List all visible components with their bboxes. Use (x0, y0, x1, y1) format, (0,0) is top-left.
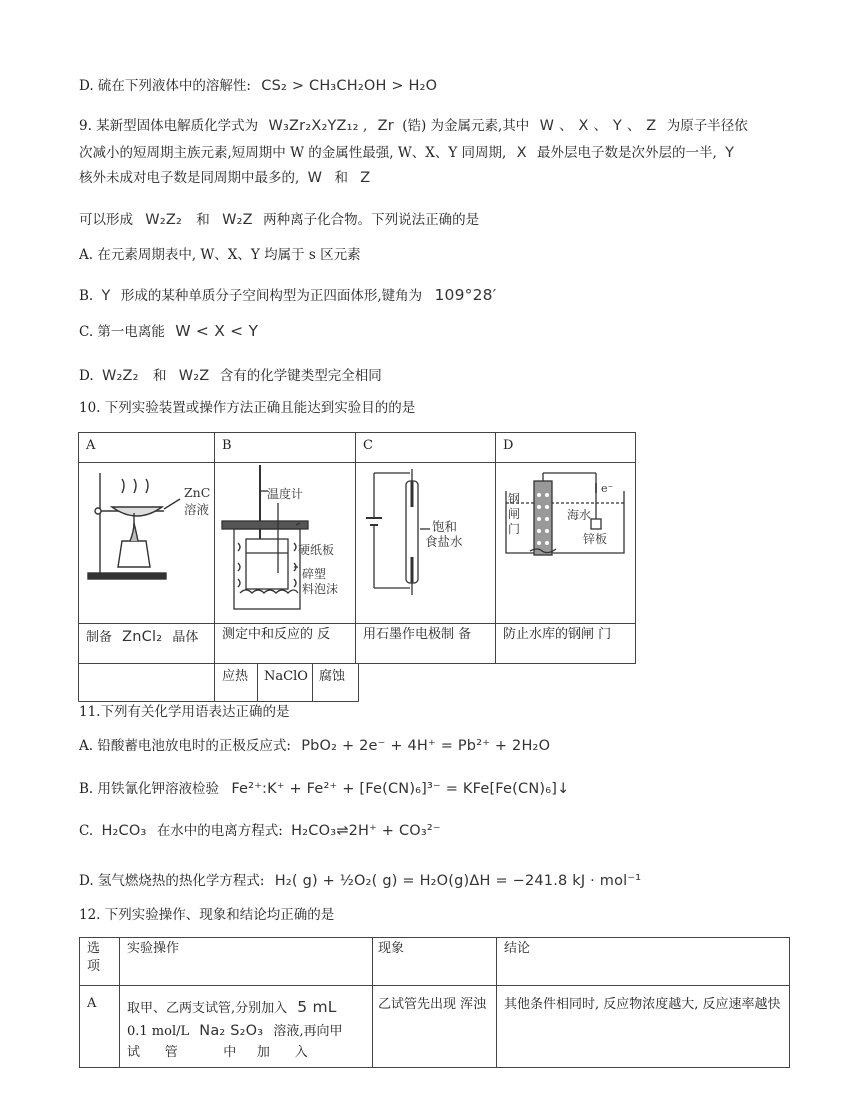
q11-a-formula: PbO₂ + 2e⁻ + 4H⁺ = Pb²⁺ + 2H₂O (301, 738, 551, 754)
q10-caption-a (86, 628, 198, 647)
q9-d-text: 含有的化学键类型完全相同 (219, 368, 382, 384)
q10-overflow-1: 应热 (222, 669, 249, 684)
q12-row-a-phenomenon: 乙试管先出现 浑浊 (378, 997, 487, 1012)
q11-c-pre: C. (79, 823, 94, 839)
q9-option-b (79, 285, 496, 306)
q11-option-d (79, 871, 641, 891)
q9-c-pre: C. 第一电离能 (79, 324, 165, 340)
q9-comma: , (363, 118, 368, 134)
q11-b-text: B. 用铁氰化钾溶液检验 (79, 781, 220, 797)
q11-option-a (79, 736, 550, 756)
q12-header-opt1: 选 (87, 941, 101, 956)
a-label-sol: ZnC (184, 485, 211, 500)
q8-option-d (79, 76, 437, 96)
cap-a-text1: 制备 (86, 630, 113, 645)
q12-row-a-op-line2 (127, 1022, 343, 1041)
q9-x: X (516, 145, 527, 161)
q9-stem-line4 (79, 210, 479, 230)
q9-zr: Zr (377, 118, 394, 134)
q10-header-d: D (503, 438, 514, 453)
b-label-foam1: 碎塑 (302, 567, 327, 581)
q12-stem: 12. 下列实验操作、现象和结论均正确的是 (79, 907, 335, 923)
q9-y: Y (725, 145, 735, 161)
q12-header-op: 实验操作 (127, 941, 180, 956)
b-label-foam2: 料泡沫 (302, 582, 339, 596)
c-label-2: 食盐水 (425, 534, 463, 549)
b-label-thermometer: 温度计 (267, 487, 304, 501)
q12-header-ph: 现象 (378, 941, 405, 956)
cap-a-text2: 晶体 (172, 630, 199, 645)
q12-row-a-opt: A (87, 996, 97, 1011)
q10-header-c: C (363, 438, 373, 453)
q9-z: Z (360, 170, 371, 186)
q9-wxyz: W 、 X 、 Y 、 Z (539, 118, 657, 134)
q9-formula: W₃Zr₂X₂YZ₁₂ (268, 118, 359, 134)
q9-stem-text: 9. 某新型固体电解质化学式为 (79, 118, 259, 134)
q11-c-text: 在水中的电离方程式: (156, 823, 283, 839)
q11-c-f1: H₂CO₃ (101, 823, 147, 839)
q12-row-a-op-line1 (127, 998, 337, 1018)
q9-stem-line2 (79, 143, 734, 163)
q11-d-text: D. 氢气燃烧热的热化学方程式: (79, 873, 265, 889)
q9-and: 和 (334, 170, 348, 186)
q12-a-vol: 5 mL (297, 998, 337, 1016)
q10-overflow-3: 腐蚀 (319, 669, 346, 684)
cap-a-formula: ZnCl₂ (122, 629, 163, 645)
q9-option-a: A. 在元素周期表中, W、X、Y 均属于 s 区元素 (79, 247, 361, 263)
q9-c-formula: W < X < Y (175, 322, 259, 340)
q12-header-con: 结论 (504, 941, 531, 956)
q9-b-y: Y (101, 288, 111, 304)
q9-d-and: 和 (152, 368, 167, 384)
q12-row-a-op-line3: 试 管 中 加 入 (127, 1045, 308, 1060)
a-label-sol2: 溶液 (184, 502, 210, 517)
c-label-1: 饱和 (432, 519, 458, 534)
q9-stem-text5: 最外层电子数是次外层的一半, (537, 145, 717, 161)
d-label-gate3: 门 (508, 522, 521, 536)
q9-stem-text4: 次减小的短周期主族元素,短周期中 W 的金属性最强, W、X、Y 同周期, (79, 145, 507, 161)
d-label-electron: e⁻ (601, 482, 614, 495)
q11-a-text: A. 铅酸蓄电池放电时的正极反应式: (79, 738, 291, 754)
q9-stem-line1 (79, 116, 748, 136)
q9-d-pre: D. (79, 368, 94, 384)
q9-d-f2: W₂Z (178, 368, 210, 384)
q8-d-label: D. 硫在下列液体中的溶解性: (79, 78, 251, 94)
q9-w: W (307, 170, 323, 186)
q9-stem-text7: 可以形成 (79, 212, 133, 228)
q9-option-d (79, 366, 382, 386)
q11-d-formula: H₂( g) + ½O₂( g) = H₂O(g)ΔH = −241.8 kJ · mol⁻¹ (274, 873, 642, 889)
q12-header-opt2: 项 (87, 959, 101, 974)
q10-header-a: A (86, 438, 96, 453)
q9-d-f1: W₂Z₂ (101, 368, 139, 384)
q11-stem: 11.下列有关化学用语表达正确的是 (79, 704, 290, 720)
q12-a-formula: Na₂ S₂O₃ (199, 1023, 264, 1039)
b-label-board: 硬纸板 (298, 543, 335, 557)
q9-and2: 和 (196, 212, 210, 228)
q10-stem: 10. 下列实验装置或操作方法正确且能达到实验目的的是 (79, 400, 416, 416)
q9-b-angle: 109°28′ (434, 286, 497, 304)
q9-b-pre: B. (79, 288, 94, 304)
d-label-gate2: 闸 (508, 507, 521, 521)
q11-c-formula: H₂CO₃⇌2H⁺ + CO₃²⁻ (291, 823, 441, 839)
q12-row-a-conclusion: 其他条件相同时, 反应物浓度越大, 反应速率越快 (504, 997, 781, 1012)
q10-caption-d: 防止水库的钢闸 门 (503, 627, 612, 642)
q10-caption-c: 用石墨作电极制 备 (363, 627, 472, 642)
q8-d-formula: CS₂ > CH₃CH₂OH > H₂O (261, 78, 438, 94)
q11-b-formula: Fe²⁺:K⁺ + Fe²⁺ + [Fe(CN)₆]³⁻ = KFe[Fe(CN)₆]↓ (231, 781, 570, 797)
q12-a-op2a: 0.1 mol/L (127, 1024, 190, 1039)
d-label-gate1: 钢 (508, 492, 521, 506)
q9-stem-text3: 为原子半径依 (666, 118, 748, 134)
q9-stem-text6: 核外未成对电子数是同周期中最多的, (79, 170, 300, 186)
q9-stem-text2: (锆) 为金属元素,其中 (402, 118, 530, 134)
q9-w2z: W₂Z (222, 212, 253, 228)
q9-stem-line3 (79, 168, 370, 188)
q9-stem-text8: 两种离子化合物。下列说法正确的是 (263, 212, 480, 228)
q12-a-op2b: 溶液,再向甲 (273, 1024, 343, 1039)
q9-option-c (79, 321, 258, 342)
q10-caption-b: 测定中和反应的 反 (222, 627, 331, 642)
q10-overflow-2: NaClO (264, 669, 308, 684)
q12-a-op1: 取甲、乙两支试管,分别加入 (127, 1001, 288, 1016)
q11-option-b (79, 779, 570, 799)
q9-b-text: 形成的某种单质分子空间构型为正四面体形,键角为 (120, 288, 423, 304)
q10-header-b: B (222, 438, 232, 453)
d-label-zinc: 锌板 (583, 532, 608, 546)
d-label-sea: 海水 (567, 508, 592, 522)
q9-w2z2: W₂Z₂ (145, 212, 182, 228)
q11-option-c (79, 821, 441, 841)
